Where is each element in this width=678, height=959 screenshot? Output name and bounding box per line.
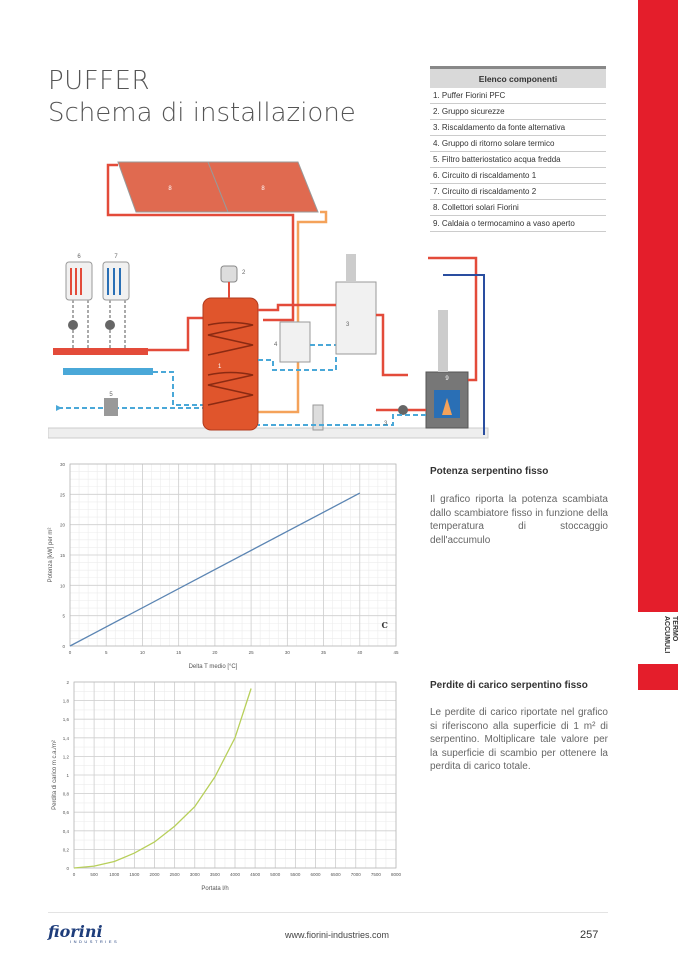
x-tick-label: 20 (212, 650, 218, 655)
y-tick-label: 0,8 (62, 791, 69, 797)
x-tick-label: 2000 (149, 872, 160, 877)
x-tick-label: 8000 (390, 872, 402, 877)
x-tick-label: 3500 (209, 872, 220, 877)
x-tick-label: 1000 (109, 872, 120, 877)
x-tick-label: 0 (72, 872, 76, 877)
x-tick-label: 45 (393, 650, 399, 655)
diagram-label-3b: 3 (384, 421, 388, 427)
chart-perdite (44, 676, 404, 904)
x-tick-label: 7500 (370, 872, 381, 877)
x-tick-label: 5500 (290, 872, 301, 877)
side-tab-label: TERMO ACCUMULI (663, 616, 678, 654)
chart-annotation: C (381, 619, 388, 630)
x-tick-label: 25 (248, 650, 254, 655)
safety-group-2 (221, 266, 237, 282)
component-item: 2. Gruppo sicurezze (430, 104, 606, 120)
diagram-label-6: 6 (77, 254, 81, 260)
boiler-7 (103, 262, 129, 300)
alt-heating-3 (336, 282, 376, 354)
diagram-label-1: 1 (218, 364, 222, 370)
x-axis-label: Portata l/h (201, 886, 229, 892)
section2-title: Perdite di carico serpentino fisso (430, 680, 588, 691)
diagram-label-8a: 8 (168, 186, 172, 192)
x-tick-label: 7000 (350, 872, 361, 877)
boiler-6 (66, 262, 92, 300)
components-heading: Elenco componenti (430, 69, 606, 88)
y-tick-label: 1,2 (62, 754, 69, 760)
x-tick-label: 30 (284, 650, 290, 655)
component-item: 4. Gruppo di ritorno solare termico (430, 136, 606, 152)
y-tick-label: 20 (59, 522, 65, 528)
x-axis-label: Delta T medio [°C] (188, 664, 238, 670)
x-tick-label: 5000 (270, 872, 281, 877)
y-tick-label: 25 (59, 492, 65, 498)
component-item: 9. Caldaia o termocamino a vaso aperto (430, 216, 606, 232)
y-tick-label: 30 (59, 462, 65, 467)
y-tick-label: 1,6 (62, 717, 69, 723)
y-tick-label: 15 (59, 553, 65, 558)
x-tick-label: 10 (139, 650, 145, 655)
y-tick-label: 0 (66, 866, 69, 871)
x-tick-label: 2500 (169, 872, 180, 877)
x-tick-label: 1500 (129, 872, 140, 877)
diagram-label-4: 4 (274, 342, 278, 348)
component-item: 5. Filtro batteriostatico acqua fredda (430, 152, 606, 168)
installation-diagram (48, 150, 498, 450)
component-item: 7. Circuito di riscaldamento 2 (430, 184, 606, 200)
footer-website: www.fiorini-industries.com (285, 930, 390, 940)
diagram-label-8b: 8 (261, 186, 265, 192)
diagram-label-7: 7 (114, 254, 118, 260)
diagram-label-2: 2 (242, 270, 246, 276)
y-tick-label: 1 (66, 773, 69, 778)
y-tick-label: 10 (59, 583, 65, 589)
diagram-label-3: 3 (346, 322, 350, 328)
manifold-blue (63, 368, 153, 375)
section1-title: Potenza serpentino fisso (430, 466, 549, 477)
y-tick-label: 0,2 (62, 847, 69, 853)
page-number: 257 (580, 929, 599, 941)
brand-logo-sub: INDUSTRIES (70, 939, 120, 944)
x-tick-label: 4500 (250, 872, 261, 877)
side-tab (638, 0, 678, 690)
x-tick-label: 3000 (189, 872, 200, 877)
manifold-red (53, 348, 148, 355)
section2-text: Le perdite di carico riportate nel grafico si riferiscono alla superficie di 1 m² di serpentino. Moltiplicare tale valore per la superficie di scambio per ottenere la perdita di carico totale. (430, 707, 608, 772)
x-tick-label: 15 (176, 650, 182, 655)
footer-divider (48, 912, 608, 913)
diagram-label-9: 9 (445, 376, 449, 382)
y-axis-label: Perdita di carico m c.a./m² (52, 740, 58, 810)
x-tick-label: 35 (321, 650, 327, 655)
component-item: 1. Puffer Fiorini PFC (430, 88, 606, 104)
chart-potenza (44, 456, 404, 676)
water-filter-5 (104, 398, 118, 416)
x-tick-label: 40 (357, 650, 363, 655)
component-item: 6. Circuito di riscaldamento 1 (430, 168, 606, 184)
x-tick-label: 6000 (310, 872, 321, 877)
puffer-tank-1 (203, 298, 258, 430)
y-axis-label: Potenza [kW] per m² (48, 527, 54, 583)
solar-return-group-4 (280, 322, 310, 362)
brand-logo: fiorini (48, 922, 103, 941)
x-tick-label: 6500 (330, 872, 341, 877)
x-tick-label: 5 (104, 650, 108, 655)
y-tick-label: 1,4 (62, 735, 69, 741)
y-tick-label: 1,8 (62, 698, 69, 704)
floor (48, 428, 488, 438)
series-line (74, 689, 251, 869)
y-tick-label: 0,4 (62, 828, 69, 834)
x-tick-label: 0 (68, 650, 72, 655)
y-tick-label: 2 (66, 680, 69, 685)
x-tick-label: 500 (90, 872, 98, 877)
component-item: 3. Riscaldamento da fonte alternativa (430, 120, 606, 136)
diagram-label-5: 5 (109, 392, 113, 398)
page-title-line1: PUFFER (48, 66, 151, 96)
section1-text: Il grafico riporta la potenza scambiata dallo scambiatore fisso in funzione della temperatura di stoccaggio dell'accumulo (430, 494, 608, 546)
y-tick-label: 5 (62, 613, 65, 619)
y-tick-label: 0,6 (62, 810, 69, 816)
page-title-line2: Schema di installazione (48, 98, 356, 128)
y-tick-label: 0 (62, 644, 65, 649)
component-item: 8. Collettori solari Fiorini (430, 200, 606, 216)
x-tick-label: 4000 (229, 872, 241, 877)
